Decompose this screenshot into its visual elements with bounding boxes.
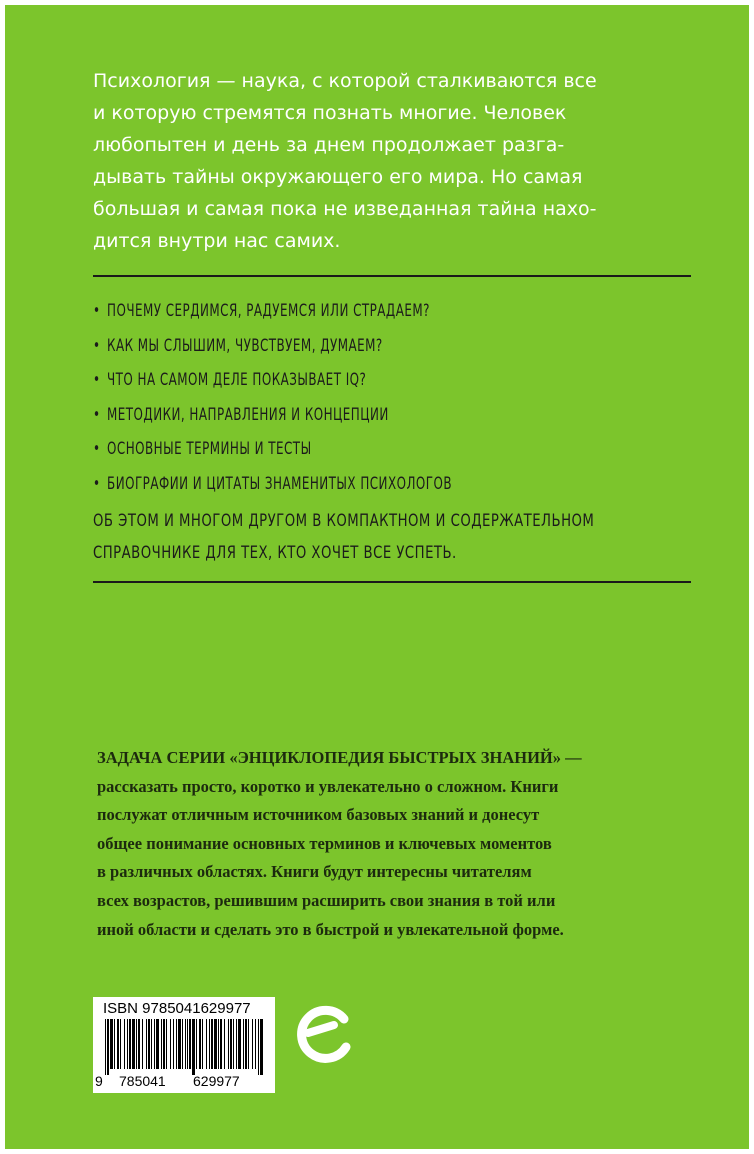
barcode-bar [114, 1019, 115, 1069]
isbn-label: ISBN 9785041629977 [103, 1000, 251, 1017]
barcode-bar [166, 1019, 167, 1069]
barcode-bar [110, 1019, 113, 1069]
barcode-bar [224, 1019, 225, 1069]
bullet-icon: • [93, 473, 101, 494]
barcode-bar [156, 1019, 159, 1069]
bullet-icon: • [93, 335, 101, 356]
barcode-bar [107, 1019, 109, 1075]
divider-bottom [93, 581, 691, 583]
bullet-icon: • [93, 370, 101, 390]
series-description [97, 744, 582, 944]
barcode-bar [211, 1019, 213, 1069]
barcode-bar [218, 1019, 219, 1069]
series-line: в различных областях. Книги будут интересны читателям [97, 862, 532, 882]
book-back-cover [5, 5, 749, 1149]
barcode-bar [161, 1019, 162, 1069]
series-line: всех возрастов, решившим расширить свои знания в той или [97, 890, 556, 910]
barcode-bar [132, 1019, 135, 1069]
barcode-block [93, 997, 275, 1093]
barcode-bar [187, 1019, 188, 1069]
barcode-bar [189, 1019, 191, 1069]
barcode-bar [117, 1019, 119, 1069]
barcode-bar [127, 1019, 128, 1069]
barcode-bar [199, 1019, 201, 1069]
barcode-bar [136, 1019, 137, 1069]
intro-paragraph [93, 65, 695, 257]
barcode-bar [252, 1019, 253, 1069]
bullet-icon: • [93, 439, 101, 459]
barcode-bar [233, 1019, 234, 1069]
barcode-bar [258, 1019, 259, 1075]
eksmo-logo-icon [294, 1003, 358, 1069]
barcode-bar [138, 1019, 140, 1069]
barcode-bar [196, 1019, 197, 1069]
barcode-bar [236, 1019, 237, 1069]
barcode-bar [228, 1019, 229, 1069]
list-item: • ЧТО НА САМОМ ДЕЛЕ ПОКАЗЫВАЕТ IQ? [93, 363, 452, 398]
series-line: рассказать просто, коротко и увлекательно о сложном. Книги [97, 776, 559, 796]
intro-line: дится внутри нас самих. [93, 230, 341, 252]
barcode-digit-first: 9 [95, 1073, 103, 1089]
divider-top [93, 275, 691, 277]
barcode-bar [178, 1019, 181, 1069]
intro-line: и которую стремятся познать многие. Человек [93, 102, 567, 124]
barcode-bar [105, 1019, 106, 1075]
barcode-bar [182, 1019, 183, 1069]
barcode-bar [220, 1019, 222, 1069]
topics-list [93, 294, 553, 501]
barcode-bar [206, 1019, 207, 1069]
intro-line: дывать тайны окружающего его мира. Но самая [93, 166, 583, 188]
intro-line: Психология — наука, с которой сталкиваются все [93, 70, 597, 92]
barcode-bar [142, 1019, 143, 1069]
barcode-digits-right: 629977 [193, 1073, 240, 1089]
barcode-bar [151, 1019, 152, 1069]
intro-line: любопытен и день за днем продолжает разга- [93, 134, 565, 156]
barcode-bar [185, 1019, 186, 1069]
series-line: общее понимание основных терминов и ключевых моментов [97, 833, 552, 853]
summary-line: ОБ ЭТОМ И МНОГОМ ДРУГОМ В КОМПАКТНОМ И СОДЕРЖАТЕЛЬНОМ [93, 511, 595, 531]
barcode-bar [260, 1019, 263, 1075]
barcode-bar [176, 1019, 177, 1069]
bullet-icon: • [93, 404, 101, 425]
barcode-bar [230, 1019, 232, 1069]
summary-text [93, 505, 594, 569]
barcode-bar [192, 1019, 195, 1075]
series-line: иной области и сделать это в быстрой и увлекательной форме. [97, 919, 564, 939]
series-line: послужат отличным источником базовых знаний и донесут [97, 805, 540, 825]
barcode-bar [154, 1019, 155, 1069]
barcode-bar [255, 1019, 256, 1069]
intro-line: большая и самая пока не изведанная тайна нахо- [93, 198, 597, 220]
barcode-bar [238, 1019, 241, 1069]
barcode-bar [146, 1019, 147, 1069]
barcode-bar [243, 1019, 244, 1069]
list-item: • ПОЧЕМУ СЕРДИМСЯ, РАДУЕМСЯ ИЛИ СТРАДАЕМ? [93, 294, 452, 329]
list-item: • ОСНОВНЫЕ ТЕРМИНЫ И ТЕСТЫ [93, 432, 452, 467]
summary-line: СПРАВОЧНИКЕ ДЛЯ ТЕХ, КТО ХОЧЕТ ВСЕ УСПЕТЬ. [93, 543, 457, 563]
barcode-bar [173, 1019, 174, 1069]
list-item: • МЕТОДИКИ, НАПРАВЛЕНИЯ И КОНЦЕПЦИИ [93, 398, 452, 433]
barcode-bar [120, 1019, 121, 1069]
barcode-bar [245, 1019, 247, 1069]
barcode-bar [170, 1019, 171, 1069]
barcode-bar [248, 1019, 249, 1069]
list-item: • БИОГРАФИИ И ЦИТАТЫ ЗНАМЕНИТЫХ ПСИХОЛОГОВ [93, 467, 452, 502]
barcode-bar [124, 1019, 125, 1069]
barcode-bar [129, 1019, 131, 1069]
series-line: ЗАДАЧА СЕРИИ «ЭНЦИКЛОПЕДИЯ БЫСТРЫХ ЗНАНИЙ» — [97, 748, 582, 767]
barcode-bar [202, 1019, 203, 1069]
barcode-bar [209, 1019, 210, 1069]
barcode-bar [214, 1019, 217, 1069]
barcode-bar [163, 1019, 165, 1069]
bullet-icon: • [93, 301, 101, 321]
barcode-bar [148, 1019, 150, 1069]
barcode-bars [103, 1019, 265, 1075]
barcode-digits-left: 785041 [119, 1073, 166, 1089]
list-item: • КАК МЫ СЛЫШИМ, ЧУВСТВУЕМ, ДУМАЕМ? [93, 329, 452, 364]
